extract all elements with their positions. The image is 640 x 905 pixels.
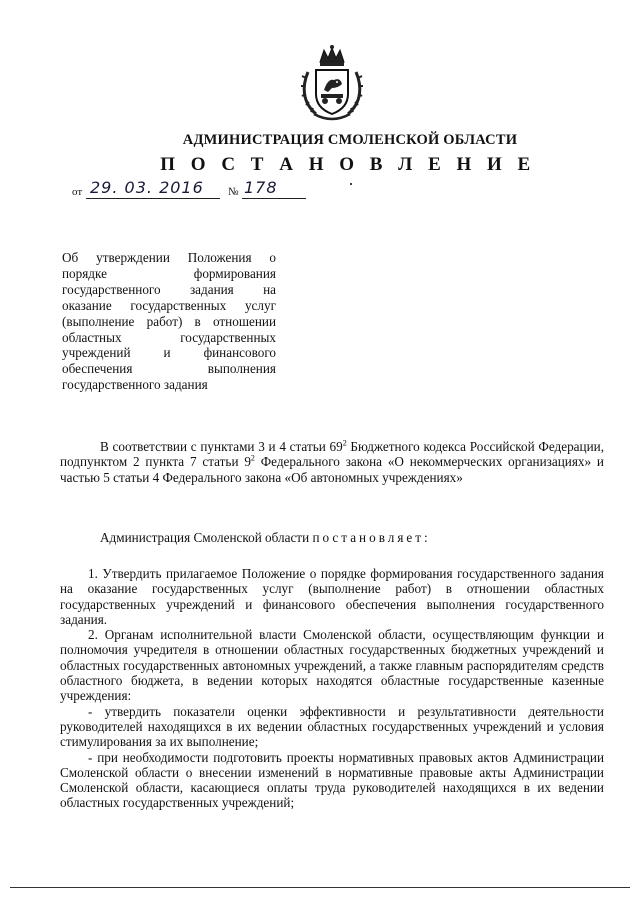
scan-speck bbox=[350, 183, 352, 185]
resolving-keyword: постановляет: bbox=[312, 530, 431, 545]
preamble-part-3: Федерального закона «О некоммерческих организациях» и частью 5 статьи 4 Федерального закона «Об автономных учреждениях» bbox=[60, 454, 604, 485]
coat-of-arms-emblem bbox=[300, 44, 364, 126]
handwritten-number: 178 bbox=[244, 178, 278, 197]
preamble-part-2: Бюджетного кодекса Российской Федерации, подпунктом 2 пункта 7 статьи 9 bbox=[60, 439, 604, 470]
preamble-sup-2: 2 bbox=[250, 453, 255, 463]
organization-title: АДМИНИСТРАЦИЯ СМОЛЕНСКОЙ ОБЛАСТИ bbox=[182, 132, 518, 148]
preamble-part-1: В соответствии с пунктами 3 и 4 статьи 69 bbox=[100, 439, 343, 454]
handwritten-date: 29. 03. 2016 bbox=[90, 178, 204, 197]
resolving-line bbox=[60, 530, 604, 545]
document-type-heading: П О С Т А Н О В Л Е Н И Е bbox=[160, 154, 536, 175]
item-2: 2. Органам исполнительной власти Смоленской области, осуществляющим функции и полномочия учредителя в отношении областных государственных бюджетных учреждений и областных государственных автономных учреждений, а также главным распорядителям средств областного бюджета, в ведении которых находятся областные государственные казенные учреждения: bbox=[60, 627, 604, 704]
document-subject: Об утверждении Положения о порядке формирования государственного задания на оказание государственных услуг (выполнение работ) в отношении областных государственных учреждений и финансового обеспечения выполнения государственного задания bbox=[62, 250, 276, 393]
item-2-sub-1: - утвердить показатели оценки эффективности и результативности деятельности руководителей находящихся в их ведении областных государственных учреждений и условия стимулирования за их выполнение; bbox=[60, 703, 604, 750]
item-2-sub-2: - при необходимости подготовить проекты нормативных правовых актов Администрации Смоленской области о внесении изменений в нормативные правовые акты Администрации Смоленской области, касающиеся оплаты труда руководителей находящихся в их ведении областных государственных учреждений; bbox=[60, 749, 604, 811]
date-underline bbox=[86, 198, 220, 199]
number-label: № bbox=[228, 186, 239, 198]
preamble-sup-1: 2 bbox=[342, 438, 347, 448]
page-bottom-rule bbox=[10, 887, 630, 888]
resolving-prefix: Администрация Смоленской области bbox=[100, 530, 313, 545]
preamble-paragraph bbox=[60, 439, 604, 485]
number-underline bbox=[242, 198, 306, 199]
item-1: 1. Утвердить прилагаемое Положение о порядке формирования государственного задания на оказание государственных услуг (выполнение работ) в отношении областных государственных учреждений и финансового обеспечения выполнения государственного задания. bbox=[60, 566, 604, 627]
date-label: от bbox=[72, 186, 83, 198]
resolution-items bbox=[60, 566, 604, 811]
